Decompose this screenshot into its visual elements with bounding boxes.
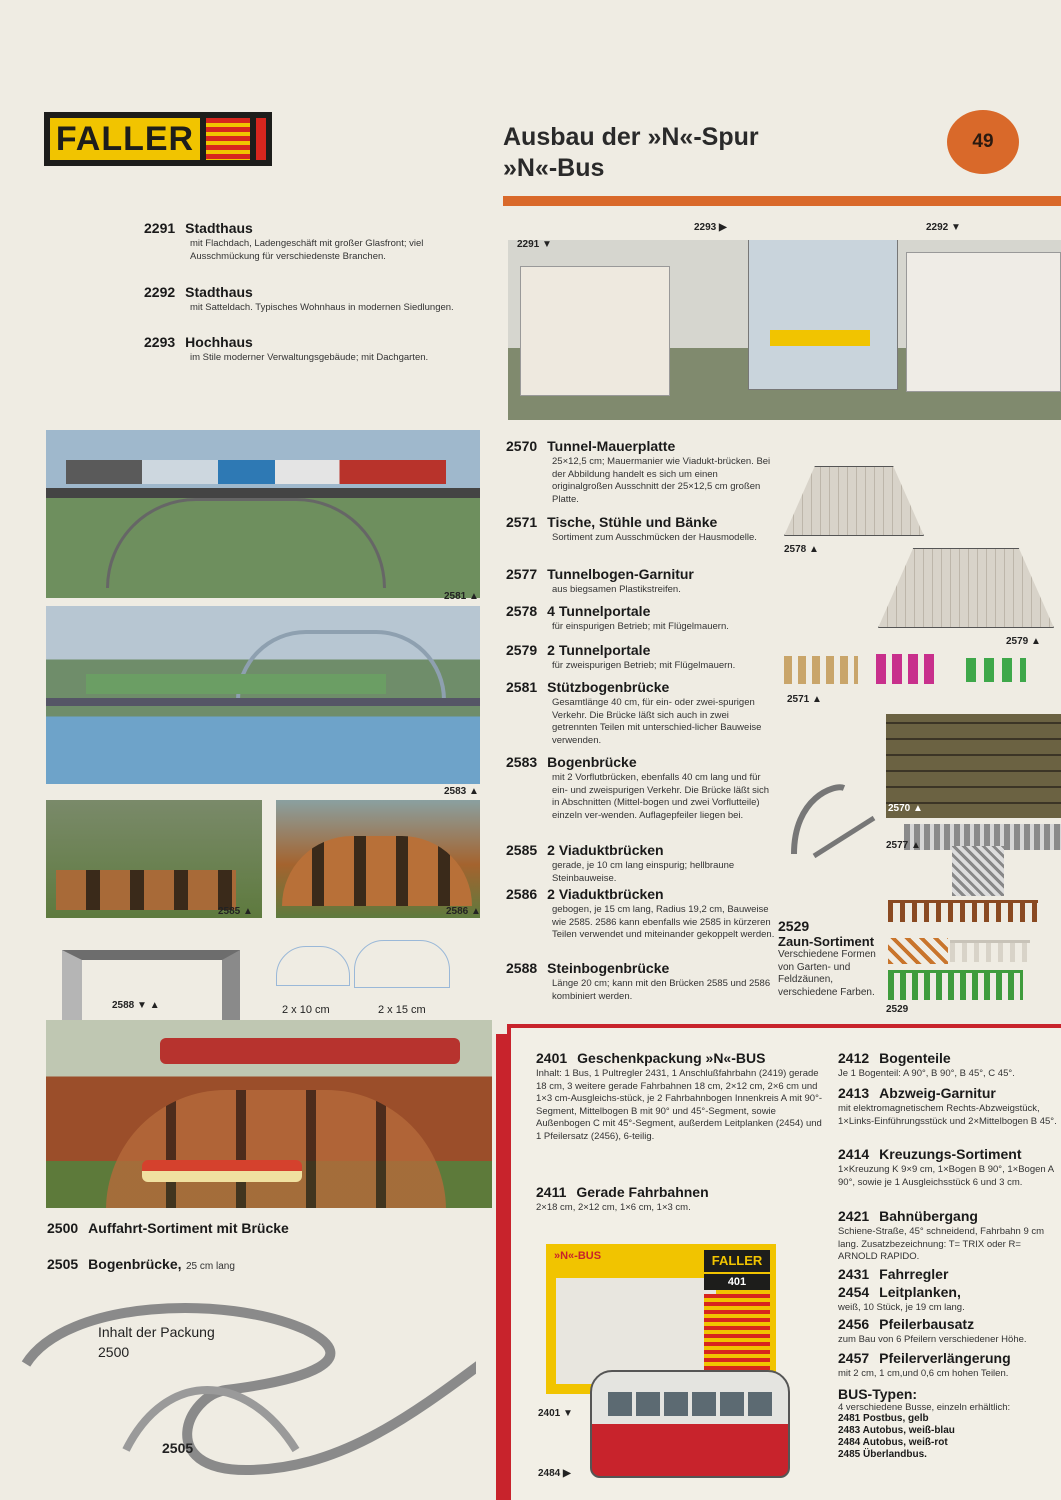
label-2571: 2571 ▲ <box>787 694 822 705</box>
item-desc: zum Bau von 6 Pfeilern verschiedener Höhe. <box>838 1334 1027 1345</box>
bus-windows <box>608 1392 774 1416</box>
dimension-drawing-15cm <box>354 940 450 988</box>
label-2570: 2570 ▲ <box>888 803 923 814</box>
item-name: Bogenbrücke <box>547 754 637 770</box>
item-desc: mit elektromagnetischem Rechts-Abzweigstück, 1×Links-Einführungsstück und 2×Mittelbogen B 45°. <box>838 1103 1057 1127</box>
item-name: Bogenbrücke, <box>88 1256 182 1272</box>
label-2484: 2484 ▶ <box>538 1468 571 1479</box>
item-name: Pfeilerverlängerung <box>879 1350 1011 1366</box>
item-2581 <box>506 679 776 747</box>
item-desc: 1×Kreuzung K 9×9 cm, 1×Bogen B 90°, 1×Bogen A 90°, sowie je 1 Ausgleichsstück 6 und 3 cm. <box>838 1164 1054 1188</box>
item-desc: für zweispurigen Betrieb; mit Flügelmauern. <box>552 660 736 671</box>
item-desc: weiß, 10 Stück, je 19 cm lang. <box>838 1302 965 1313</box>
viaduct <box>282 836 472 906</box>
label-2578: 2578 ▲ <box>784 544 819 555</box>
item-name: Abzweig-Garnitur <box>879 1085 996 1101</box>
item-2585 <box>506 842 776 885</box>
item-number: 2570 <box>506 438 538 454</box>
item-desc: Verschiedene Formen von Garten- und Feldzäunen, verschiedene Farben. <box>778 949 876 998</box>
item-desc: Inhalt: 1 Bus, 1 Pultregler 2431, 1 Anschlußfahrbahn (2419) gerade 18 cm, 3 weitere gerade Fahrbahnen 18 cm, 2×12 cm, 2×6 cm und 1×3 cm-Ausgleichs-stück, je 2 Fahrbahnbogen Innenkreis A mit 90°-Segment, Mittelbogen B mit 90° und 45°-Segment, sowie Außenbogen C mit 45°-Segment, außerdem Leitplanken (2454) und 1 Pfeilersatz (2456), 6-teilig. <box>536 1068 823 1142</box>
label-2401: 2401 ▼ <box>538 1408 573 1419</box>
item-name: Steinbogenbrücke <box>547 960 670 976</box>
dimension-label-10cm: 2 x 10 cm <box>282 1004 330 1016</box>
item-number: 2412 <box>838 1050 870 1066</box>
faller-logo <box>44 112 272 166</box>
bus-type-item: 2484 Autobus, weiß-rot <box>838 1437 948 1448</box>
house-2291 <box>520 266 670 396</box>
dimension-drawing-10cm <box>276 946 350 986</box>
label-2586: 2586 ▲ <box>446 906 481 917</box>
track-2505-drawing <box>6 1300 476 1500</box>
item-name: Auffahrt-Sortiment mit Brücke <box>88 1220 289 1236</box>
item-2588 <box>506 960 776 1003</box>
bridge-deck <box>46 488 480 498</box>
bus-types-intro: 4 verschiedene Busse, einzeln erhältlich: <box>838 1402 1011 1413</box>
bus-type-item: 2483 Autobus, weiß-blau <box>838 1425 955 1436</box>
photo-houses <box>508 240 1061 420</box>
bridge-deck <box>46 698 480 706</box>
item-name: Stadthaus <box>185 220 253 236</box>
item-name: Tunnelbogen-Garnitur <box>547 566 694 582</box>
bus-types-heading: BUS-Typen: <box>838 1386 918 1402</box>
label-2529: 2529 <box>886 1004 909 1015</box>
item-2457 <box>838 1350 1060 1381</box>
item-number: 2583 <box>506 754 538 770</box>
item-number: 2291 <box>144 220 176 236</box>
item-2583 <box>506 754 776 822</box>
house-2293 <box>748 240 898 390</box>
item-2571 <box>506 514 776 545</box>
item-desc: 2×18 cm, 2×12 cm, 1×6 cm, 1×3 cm. <box>536 1202 691 1213</box>
item-number: 2578 <box>506 603 538 619</box>
label-2292: 2292 ▼ <box>926 222 961 233</box>
tunnel-portal-2579 <box>878 548 1054 628</box>
item-number: 2579 <box>506 642 538 658</box>
logo-bar <box>256 118 266 160</box>
item-number: 2454 <box>838 1284 870 1300</box>
item-2293 <box>144 334 494 365</box>
item-name: Bogenteile <box>879 1050 951 1066</box>
item-number: 2586 <box>506 886 538 902</box>
furniture-green <box>966 658 1026 682</box>
item-name: Hochhaus <box>185 334 253 350</box>
bus-type-item: 2481 Postbus, gelb <box>838 1413 929 1424</box>
train-lower <box>142 1160 302 1182</box>
item-name: Gerade Fahrbahnen <box>576 1184 709 1200</box>
item-name: Pfeilerbausatz <box>879 1316 975 1332</box>
bus-types <box>838 1386 1060 1461</box>
item-desc: mit 2 Vorflutbrücken, ebenfalls 40 cm lang und für ein- und zweispurigen Verkehr. Die Brücke läßt sich in Abschnitten (Mittel-bogen und zwei Vorflutteile) einzeln ver-wenden. Auflagepfeiler liegen bei. <box>552 772 770 821</box>
item-name: Tische, Stühle und Bänke <box>547 514 718 530</box>
tunnel-arch-strips-2577 <box>784 778 884 858</box>
item-desc: Länge 20 cm; kann mit den Brücken 2585 und 2586 kombiniert werden. <box>552 978 771 1002</box>
photo-bridge-2500 <box>46 1020 492 1208</box>
item-2291 <box>144 220 494 263</box>
item-desc: Sortiment zum Ausschmücken der Hausmodelle. <box>552 532 757 543</box>
photo-bridge-2586 <box>276 800 480 918</box>
logo-text: FALLER <box>50 118 200 160</box>
item-number: 2457 <box>838 1350 870 1366</box>
label-2577: 2577 ▲ <box>886 840 921 851</box>
item-number: 2588 <box>506 960 538 976</box>
photo-bridge-2581 <box>46 430 480 598</box>
item-number: 2456 <box>838 1316 870 1332</box>
item-2413 <box>838 1085 1060 1128</box>
item-number: 2431 <box>838 1266 870 1282</box>
bus-type-item: 2485 Überlandbus. <box>838 1449 927 1460</box>
item-2414 <box>838 1146 1060 1189</box>
item-name: Geschenkpackung »N«-BUS <box>577 1050 766 1066</box>
item-2421 <box>838 1208 1060 1264</box>
tunnel-portal-2578 <box>784 466 924 536</box>
fence-brown <box>888 900 1038 922</box>
giftbox-logo: FALLER <box>704 1250 770 1272</box>
item-2586 <box>506 886 776 942</box>
item-desc: gerade, je 10 cm lang einspurig; hellbraune Steinbauweise. <box>552 860 735 884</box>
photo-bridge-2583 <box>46 606 480 784</box>
item-number: 2413 <box>838 1085 870 1101</box>
item-2579 <box>506 642 776 673</box>
viaduct <box>56 870 236 910</box>
item-name: Stadthaus <box>185 284 253 300</box>
label-2583: 2583 ▲ <box>444 786 479 797</box>
page-title <box>503 122 863 184</box>
item-number: 2585 <box>506 842 538 858</box>
item-name: Leitplanken, <box>879 1284 961 1300</box>
train <box>66 460 446 484</box>
giftbox-window <box>556 1278 716 1384</box>
item-desc: 25×12,5 cm; Mauermanier wie Viadukt-brücken. Bei der Abbildung handelt es sich um einen originalgroßen Ausschnitt der 25×12,5 cm großen Platte. <box>552 456 771 505</box>
photo-bridge-2585 <box>46 800 262 918</box>
item-name: Fahrregler <box>879 1266 949 1282</box>
fence-green <box>888 970 1023 1000</box>
furniture-beige <box>784 656 858 684</box>
giftbox-code: 401 <box>704 1274 770 1290</box>
item-desc: Schiene-Straße, 45° schneidend, Fahrbahn 9 cm lang. Zusatzbezeichnung: T= TRIX oder R= ARNOLD RAPIDO. <box>838 1226 1045 1262</box>
item-number: 2581 <box>506 679 538 695</box>
item-2292 <box>144 284 494 315</box>
item-2505 <box>47 1256 487 1274</box>
title-rule <box>503 196 1061 206</box>
item-desc: mit Flachdach, Ladengeschäft mit großer Glasfront; viel Ausschmückung für verschiedenste Branchen. <box>190 238 424 262</box>
item-number: 2401 <box>536 1050 568 1066</box>
bus-model <box>590 1370 790 1478</box>
fence-wire <box>952 846 1004 896</box>
item-2529 <box>778 918 888 999</box>
item-2431 <box>838 1266 1060 1284</box>
railbus <box>160 1038 460 1064</box>
dimension-label-15cm: 2 x 15 cm <box>378 1004 426 1016</box>
item-name: 2 Tunnelportale <box>547 642 651 658</box>
item-name: 2 Viaduktbrücken <box>547 886 664 902</box>
item-number: 2500 <box>47 1220 79 1236</box>
contents-label: Inhalt der Packung 2500 <box>98 1324 215 1360</box>
label-2291: 2291 ▼ <box>517 239 552 250</box>
title-line2: »N«-Bus <box>503 154 605 182</box>
title-line1: Ausbau der »N«-Spur <box>503 123 759 151</box>
item-desc: mit 2 cm, 1 cm,und 0,6 cm hohen Teilen. <box>838 1368 1009 1379</box>
item-number: 2577 <box>506 566 538 582</box>
label-2585: 2585 ▲ <box>218 906 253 917</box>
item-number: 2292 <box>144 284 176 300</box>
item-name: Stützbogenbrücke <box>547 679 670 695</box>
label-2505: 2505 <box>162 1440 194 1456</box>
item-number: 2529 <box>778 918 810 934</box>
item-number: 2571 <box>506 514 538 530</box>
item-name: Bahnübergang <box>879 1208 978 1224</box>
item-desc: gebogen, je 15 cm lang, Radius 19,2 cm, Bauweise wie 2585. 2586 kann ebenfalls wie 2585 in kürzeren Teilen verwendet und miteinander gekoppelt werden. <box>552 904 775 940</box>
item-desc: im Stile moderner Verwaltungsgebäude; mit Dachgarten. <box>190 352 429 363</box>
page-number-badge: 49 <box>947 110 1019 174</box>
bridge-2588-drawing <box>62 950 240 1030</box>
label-2581: 2581 ▲ <box>444 591 479 602</box>
furniture-pink <box>876 654 940 684</box>
item-number: 2293 <box>144 334 176 350</box>
item-name: 4 Tunnelportale <box>547 603 651 619</box>
item-number: 2411 <box>536 1184 567 1200</box>
item-2454 <box>838 1284 1060 1315</box>
fence-lattice <box>888 938 948 964</box>
label-2588: 2588 ▼ ▲ <box>112 1000 160 1011</box>
bridge-arch <box>106 498 386 588</box>
train <box>86 674 386 694</box>
item-desc: mit Satteldach. Typisches Wohnhaus in modernen Siedlungen. <box>190 302 454 313</box>
item-2500 <box>47 1220 487 1238</box>
item-name: 2 Viaduktbrücken <box>547 842 664 858</box>
fence-white <box>950 940 1030 962</box>
item-desc: aus biegsamen Plastikstreifen. <box>552 584 681 595</box>
item-2578 <box>506 603 776 634</box>
item-2411 <box>536 1184 826 1215</box>
item-2412 <box>838 1050 1060 1081</box>
item-2456 <box>838 1316 1060 1347</box>
item-desc: Gesamtlänge 40 cm, für ein- oder zwei-spurigen Verkehr. Die Brücke läßt sich auch in zwei getrennten Teilen mit unterschied-licher Bauweise verwenden. <box>552 697 762 746</box>
item-desc: für einspurigen Betrieb; mit Flügelmauern. <box>552 621 729 632</box>
item-2570 <box>506 438 776 506</box>
viaduct-arch <box>106 1090 446 1208</box>
item-2401 <box>536 1050 826 1143</box>
item-name: Kreuzungs-Sortiment <box>879 1146 1022 1162</box>
giftbox-label: »N«-BUS <box>554 1250 602 1262</box>
item-name: Tunnel-Mauerplatte <box>547 438 676 454</box>
sign-tapeten <box>770 330 870 346</box>
item-name: Zaun-Sortiment <box>778 934 875 949</box>
label-2579: 2579 ▲ <box>1006 636 1041 647</box>
logo-stripes <box>206 118 250 160</box>
item-desc: Je 1 Bogenteil: A 90°, B 90°, B 45°, C 45°. <box>838 1068 1015 1079</box>
house-2292 <box>906 252 1061 392</box>
item-number: 2421 <box>838 1208 870 1224</box>
label-2293: 2293 ▶ <box>694 222 727 233</box>
item-desc: 25 cm lang <box>185 1261 235 1272</box>
item-2577 <box>506 566 776 597</box>
item-number: 2414 <box>838 1146 870 1162</box>
item-number: 2505 <box>47 1256 79 1272</box>
